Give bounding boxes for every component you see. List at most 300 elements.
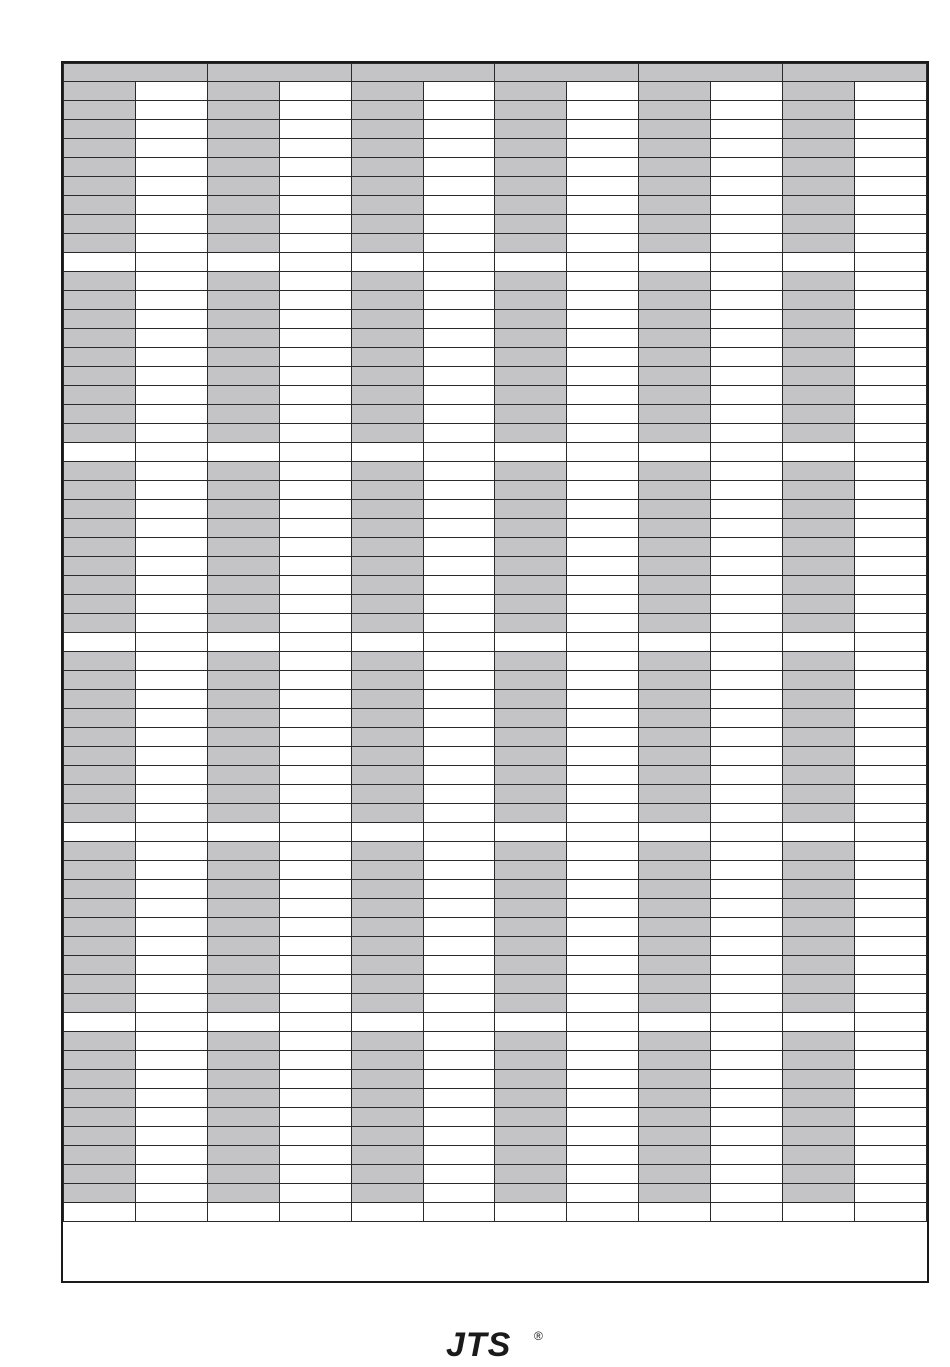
channel-cell — [495, 842, 567, 861]
frequency-cell — [135, 918, 207, 937]
frequency-cell — [854, 937, 926, 956]
frequency-cell — [854, 462, 926, 481]
frequency-cell — [711, 101, 783, 120]
separator-cell — [64, 823, 136, 842]
frequency-cell — [423, 386, 495, 405]
channel-cell — [783, 614, 855, 633]
frequency-cell — [567, 538, 639, 557]
separator-cell — [207, 443, 279, 462]
channel-cell — [351, 234, 423, 253]
separator-cell — [783, 443, 855, 462]
channel-cell — [639, 1070, 711, 1089]
channel-cell — [783, 424, 855, 443]
frequency-cell — [567, 1127, 639, 1146]
frequency-cell — [279, 899, 351, 918]
channel-cell — [495, 500, 567, 519]
channel-cell — [495, 1089, 567, 1108]
channel-cell — [495, 766, 567, 785]
table-header-cell — [783, 64, 927, 82]
channel-cell — [64, 994, 136, 1013]
channel-cell — [783, 101, 855, 120]
table-row — [64, 538, 927, 557]
channel-cell — [495, 747, 567, 766]
frequency-cell — [279, 310, 351, 329]
channel-cell — [207, 1165, 279, 1184]
channel-cell — [783, 747, 855, 766]
channel-cell — [639, 481, 711, 500]
separator-cell — [854, 443, 926, 462]
frequency-cell — [711, 728, 783, 747]
frequency-cell — [854, 196, 926, 215]
frequency-cell — [854, 1108, 926, 1127]
frequency-cell — [423, 538, 495, 557]
channel-cell — [639, 120, 711, 139]
table-header-cell — [639, 64, 783, 82]
channel-cell — [207, 785, 279, 804]
table-row — [64, 329, 927, 348]
channel-cell — [495, 481, 567, 500]
channel-cell — [783, 652, 855, 671]
channel-cell — [207, 956, 279, 975]
channel-cell — [639, 367, 711, 386]
frequency-cell — [279, 424, 351, 443]
channel-cell — [351, 804, 423, 823]
channel-cell — [639, 899, 711, 918]
separator-cell — [567, 633, 639, 652]
channel-cell — [207, 1089, 279, 1108]
frequency-cell — [135, 462, 207, 481]
channel-cell — [64, 82, 136, 101]
frequency-cell — [135, 1070, 207, 1089]
channel-cell — [783, 215, 855, 234]
channel-cell — [495, 652, 567, 671]
channel-cell — [783, 234, 855, 253]
frequency-cell — [567, 994, 639, 1013]
frequency-cell — [423, 196, 495, 215]
channel-cell — [783, 1108, 855, 1127]
channel-cell — [64, 842, 136, 861]
frequency-cell — [279, 880, 351, 899]
channel-cell — [207, 272, 279, 291]
channel-cell — [639, 595, 711, 614]
channel-cell — [495, 139, 567, 158]
separator-cell — [639, 253, 711, 272]
frequency-cell — [567, 861, 639, 880]
frequency-cell — [423, 1146, 495, 1165]
separator-cell — [279, 443, 351, 462]
frequency-cell — [135, 405, 207, 424]
channel-cell — [351, 899, 423, 918]
group-separator-row — [64, 823, 927, 842]
frequency-cell — [279, 690, 351, 709]
channel-cell — [207, 652, 279, 671]
table-row — [64, 690, 927, 709]
frequency-cell — [423, 1051, 495, 1070]
frequency-cell — [711, 405, 783, 424]
separator-cell — [64, 1203, 136, 1222]
channel-cell — [495, 234, 567, 253]
frequency-cell — [711, 956, 783, 975]
frequency-cell — [135, 158, 207, 177]
separator-cell — [783, 1203, 855, 1222]
frequency-cell — [279, 994, 351, 1013]
frequency-cell — [711, 671, 783, 690]
channel-cell — [351, 1184, 423, 1203]
separator-cell — [423, 823, 495, 842]
frequency-cell — [854, 500, 926, 519]
channel-cell — [351, 975, 423, 994]
frequency-cell — [567, 82, 639, 101]
channel-cell — [783, 196, 855, 215]
table-row — [64, 272, 927, 291]
separator-cell — [351, 1203, 423, 1222]
channel-cell — [783, 177, 855, 196]
channel-cell — [639, 1089, 711, 1108]
frequency-cell — [567, 519, 639, 538]
separator-cell — [854, 1013, 926, 1032]
frequency-cell — [423, 937, 495, 956]
channel-cell — [495, 861, 567, 880]
frequency-cell — [854, 994, 926, 1013]
frequency-cell — [854, 291, 926, 310]
separator-cell — [279, 633, 351, 652]
separator-cell — [279, 823, 351, 842]
frequency-cell — [135, 196, 207, 215]
channel-cell — [639, 310, 711, 329]
table-row — [64, 747, 927, 766]
separator-cell — [495, 253, 567, 272]
channel-cell — [495, 785, 567, 804]
jts-logo-icon — [444, 1326, 554, 1362]
frequency-cell — [711, 614, 783, 633]
channel-cell — [351, 367, 423, 386]
frequency-cell — [854, 728, 926, 747]
frequency-cell — [135, 994, 207, 1013]
channel-cell — [495, 101, 567, 120]
channel-cell — [639, 1032, 711, 1051]
channel-cell — [207, 1184, 279, 1203]
frequency-cell — [567, 481, 639, 500]
frequency-cell — [854, 405, 926, 424]
separator-cell — [207, 1013, 279, 1032]
frequency-cell — [279, 671, 351, 690]
channel-cell — [495, 367, 567, 386]
frequency-cell — [279, 481, 351, 500]
frequency-cell — [423, 747, 495, 766]
frequency-cell — [567, 139, 639, 158]
table-row — [64, 120, 927, 139]
separator-cell — [279, 1013, 351, 1032]
channel-cell — [207, 424, 279, 443]
table-header-cell — [495, 64, 639, 82]
channel-cell — [207, 291, 279, 310]
channel-cell — [639, 538, 711, 557]
channel-cell — [495, 519, 567, 538]
frequency-cell — [711, 158, 783, 177]
separator-cell — [423, 1013, 495, 1032]
table-row — [64, 234, 927, 253]
channel-cell — [495, 424, 567, 443]
channel-cell — [64, 1070, 136, 1089]
separator-cell — [783, 253, 855, 272]
frequency-cell — [423, 177, 495, 196]
table-row — [64, 652, 927, 671]
separator-cell — [423, 443, 495, 462]
channel-cell — [207, 918, 279, 937]
separator-cell — [639, 823, 711, 842]
channel-cell — [64, 1165, 136, 1184]
frequency-cell — [567, 766, 639, 785]
channel-cell — [351, 652, 423, 671]
channel-cell — [64, 766, 136, 785]
channel-cell — [351, 215, 423, 234]
frequency-cell — [854, 538, 926, 557]
channel-cell — [207, 994, 279, 1013]
channel-cell — [351, 576, 423, 595]
frequency-cell — [854, 177, 926, 196]
frequency-cell — [423, 652, 495, 671]
frequency-cell — [567, 1032, 639, 1051]
frequency-cell — [711, 139, 783, 158]
frequency-cell — [711, 842, 783, 861]
separator-cell — [495, 1013, 567, 1032]
channel-cell — [351, 728, 423, 747]
frequency-cell — [567, 1108, 639, 1127]
separator-cell — [854, 633, 926, 652]
channel-cell — [639, 690, 711, 709]
channel-cell — [495, 120, 567, 139]
table-row — [64, 1108, 927, 1127]
channel-cell — [207, 1070, 279, 1089]
separator-cell — [64, 443, 136, 462]
frequency-cell — [567, 348, 639, 367]
channel-cell — [639, 196, 711, 215]
channel-cell — [64, 291, 136, 310]
table-row — [64, 842, 927, 861]
channel-cell — [783, 880, 855, 899]
frequency-cell — [135, 975, 207, 994]
channel-cell — [207, 196, 279, 215]
channel-cell — [639, 918, 711, 937]
frequency-cell — [711, 291, 783, 310]
separator-cell — [207, 253, 279, 272]
channel-cell — [64, 804, 136, 823]
channel-cell — [64, 101, 136, 120]
table-row — [64, 709, 927, 728]
frequency-cell — [279, 519, 351, 538]
frequency-cell — [854, 120, 926, 139]
channel-cell — [495, 1108, 567, 1127]
channel-cell — [207, 500, 279, 519]
frequency-cell — [423, 766, 495, 785]
separator-cell — [135, 823, 207, 842]
frequency-cell — [423, 899, 495, 918]
frequency-cell — [854, 1146, 926, 1165]
frequency-cell — [423, 234, 495, 253]
channel-cell — [639, 386, 711, 405]
frequency-cell — [423, 880, 495, 899]
channel-cell — [639, 747, 711, 766]
channel-cell — [495, 310, 567, 329]
frequency-cell — [854, 576, 926, 595]
table-header-row — [64, 64, 927, 82]
channel-cell — [64, 367, 136, 386]
frequency-cell — [423, 291, 495, 310]
frequency-cell — [711, 652, 783, 671]
channel-cell — [351, 918, 423, 937]
frequency-cell — [135, 367, 207, 386]
table-row — [64, 139, 927, 158]
frequency-cell — [711, 1127, 783, 1146]
table-row — [64, 101, 927, 120]
frequency-cell — [854, 918, 926, 937]
channel-cell — [783, 329, 855, 348]
frequency-cell — [854, 101, 926, 120]
frequency-cell — [567, 880, 639, 899]
channel-cell — [207, 481, 279, 500]
frequency-cell — [279, 804, 351, 823]
channel-cell — [207, 1146, 279, 1165]
frequency-cell — [711, 215, 783, 234]
separator-cell — [639, 443, 711, 462]
frequency-cell — [423, 424, 495, 443]
channel-cell — [207, 234, 279, 253]
frequency-cell — [423, 709, 495, 728]
frequency-cell — [423, 956, 495, 975]
frequency-cell — [423, 329, 495, 348]
frequency-cell — [423, 405, 495, 424]
channel-cell — [64, 861, 136, 880]
channel-cell — [495, 975, 567, 994]
frequency-cell — [854, 1070, 926, 1089]
channel-cell — [351, 1146, 423, 1165]
channel-cell — [639, 519, 711, 538]
frequency-cell — [423, 82, 495, 101]
table-row — [64, 1032, 927, 1051]
channel-cell — [207, 671, 279, 690]
frequency-cell — [279, 614, 351, 633]
channel-cell — [639, 82, 711, 101]
channel-cell — [351, 82, 423, 101]
channel-cell — [64, 120, 136, 139]
frequency-cell — [567, 576, 639, 595]
separator-cell — [639, 1203, 711, 1222]
channel-cell — [207, 595, 279, 614]
frequency-cell — [567, 1184, 639, 1203]
frequency-cell — [711, 785, 783, 804]
channel-cell — [639, 975, 711, 994]
table-header-cell — [64, 64, 208, 82]
channel-cell — [783, 367, 855, 386]
channel-cell — [639, 861, 711, 880]
separator-cell — [351, 1013, 423, 1032]
frequency-cell — [711, 1108, 783, 1127]
frequency-cell — [854, 139, 926, 158]
channel-cell — [495, 1032, 567, 1051]
frequency-cell — [854, 652, 926, 671]
channel-cell — [64, 937, 136, 956]
frequency-cell — [279, 386, 351, 405]
separator-cell — [495, 823, 567, 842]
frequency-cell — [135, 728, 207, 747]
frequency-cell — [135, 519, 207, 538]
frequency-cell — [711, 310, 783, 329]
channel-cell — [495, 557, 567, 576]
channel-cell — [64, 918, 136, 937]
frequency-cell — [423, 1089, 495, 1108]
frequency-cell — [854, 234, 926, 253]
frequency-cell — [423, 842, 495, 861]
frequency-cell — [135, 424, 207, 443]
frequency-cell — [279, 747, 351, 766]
channel-cell — [351, 405, 423, 424]
channel-cell — [64, 234, 136, 253]
frequency-cell — [423, 348, 495, 367]
frequency-cell — [854, 709, 926, 728]
channel-cell — [783, 481, 855, 500]
frequency-cell — [135, 880, 207, 899]
frequency-cell — [711, 462, 783, 481]
table-row — [64, 1184, 927, 1203]
frequency-cell — [854, 690, 926, 709]
channel-cell — [64, 386, 136, 405]
channel-cell — [207, 576, 279, 595]
channel-cell — [639, 1108, 711, 1127]
frequency-cell — [279, 728, 351, 747]
separator-cell — [351, 823, 423, 842]
separator-cell — [207, 1203, 279, 1222]
frequency-cell — [567, 1146, 639, 1165]
channel-cell — [64, 614, 136, 633]
channel-cell — [783, 120, 855, 139]
frequency-cell — [854, 348, 926, 367]
channel-cell — [783, 728, 855, 747]
frequency-cell — [854, 785, 926, 804]
frequency-cell — [279, 177, 351, 196]
channel-cell — [639, 937, 711, 956]
channel-cell — [639, 177, 711, 196]
frequency-cell — [567, 405, 639, 424]
channel-cell — [783, 918, 855, 937]
separator-cell — [567, 1013, 639, 1032]
frequency-cell — [279, 272, 351, 291]
channel-cell — [351, 139, 423, 158]
channel-cell — [783, 1070, 855, 1089]
channel-cell — [783, 557, 855, 576]
frequency-cell — [567, 975, 639, 994]
channel-cell — [207, 1032, 279, 1051]
frequency-cell — [711, 861, 783, 880]
channel-cell — [783, 1127, 855, 1146]
frequency-cell — [854, 557, 926, 576]
jts-logo — [444, 1326, 554, 1362]
channel-cell — [207, 82, 279, 101]
channel-cell — [207, 804, 279, 823]
separator-cell — [135, 1013, 207, 1032]
channel-cell — [783, 956, 855, 975]
table-row — [64, 291, 927, 310]
channel-cell — [351, 880, 423, 899]
frequency-cell — [854, 481, 926, 500]
frequency-cell — [711, 1051, 783, 1070]
separator-cell — [135, 633, 207, 652]
channel-cell — [639, 994, 711, 1013]
channel-cell — [207, 614, 279, 633]
separator-cell — [135, 253, 207, 272]
separator-cell — [279, 253, 351, 272]
frequency-cell — [423, 1127, 495, 1146]
separator-cell — [567, 1203, 639, 1222]
